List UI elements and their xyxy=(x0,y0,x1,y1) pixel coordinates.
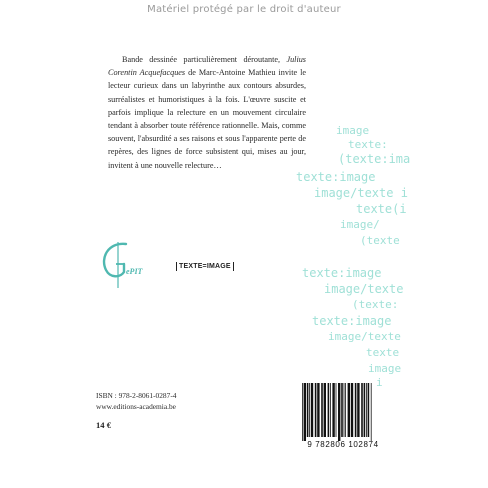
blurb-book-title: Julius Corentin Acquefacques xyxy=(108,55,306,78)
barcode-bar xyxy=(311,383,313,437)
blurb-text xyxy=(108,53,306,172)
series-label: TEXTE=IMAGE xyxy=(176,262,234,271)
barcode-bar xyxy=(351,383,353,437)
barcode-bar xyxy=(332,383,334,437)
decor-word: (texte xyxy=(360,234,400,247)
decor-word: i xyxy=(376,376,383,389)
barcode-bar xyxy=(304,383,306,441)
decor-word: texte:image xyxy=(296,170,376,184)
blurb-body: de Marc-Antoine Mathieu invite le lecteur curieux dans un labyrinthe aux contours absurdes, surréalistes et humoristiques à la fois. L'œuvre suscite et parfois implique la relecture en un mouvement circulaire tendant à absorber toute référence rationnelle. Mais, comme souvent, l'absurdité a ses raisons et sous l'apparente perte de repères, des lignes de force subsistent qui, mises au jour, invitent à une nouvelle relecture… xyxy=(108,68,306,170)
barcode-bar xyxy=(348,383,350,437)
copyright-watermark-top: Matériel protégé par le droit d'auteur xyxy=(147,4,341,15)
barcode-bar xyxy=(336,383,337,437)
barcode-bar xyxy=(361,383,363,437)
decor-word: (texte: xyxy=(352,298,399,311)
price: 14 € xyxy=(96,420,112,430)
barcode-bar xyxy=(321,383,323,437)
isbn-number: ISBN : 978-2-8061-0287-4 xyxy=(96,391,177,400)
barcode-bar xyxy=(366,383,367,437)
decor-word: texte:image xyxy=(312,314,392,328)
barcode-bar xyxy=(357,383,359,437)
decor-word: texte:image xyxy=(302,266,382,280)
decor-word: image/ xyxy=(340,218,380,231)
publisher-logo xyxy=(96,238,144,290)
barcode-bar xyxy=(309,383,310,437)
blurb-intro: Bande dessinée particulièrement déroutante, xyxy=(122,55,287,64)
decor-word: image xyxy=(368,362,402,375)
barcode-bar xyxy=(302,383,303,441)
decor-word: texte(i xyxy=(356,202,407,216)
barcode-bar xyxy=(371,383,372,441)
decor-word: image/texte xyxy=(328,330,401,343)
barcode-bar xyxy=(341,383,343,437)
barcode-bar xyxy=(328,383,330,437)
barcode-bar xyxy=(355,383,357,437)
barcode-bar xyxy=(315,383,317,437)
barcode-bar xyxy=(338,383,340,441)
barcode-bar xyxy=(345,383,346,437)
barcode-bar xyxy=(368,383,370,437)
decor-word: image/texte i xyxy=(314,186,408,200)
barcode-digits: 9 782806 102874 xyxy=(307,440,379,449)
publication-info xyxy=(96,390,176,412)
barcode-bar xyxy=(330,383,331,437)
decor-word: texte: xyxy=(348,138,388,151)
decor-word: (texte:ima xyxy=(338,152,411,166)
isbn-barcode xyxy=(300,383,386,441)
barcode-bar xyxy=(324,383,326,437)
barcode-bar xyxy=(307,383,309,437)
decor-word: image xyxy=(336,124,370,137)
decor-word: texte xyxy=(366,346,400,359)
barcode-bar xyxy=(317,383,319,437)
publisher-website: www.editions-academia.be xyxy=(96,402,176,411)
decor-word: image/texte xyxy=(324,282,404,296)
barcode-bar xyxy=(344,383,345,437)
logo-text: ePIT xyxy=(126,267,143,276)
barcode-bar xyxy=(364,383,366,437)
